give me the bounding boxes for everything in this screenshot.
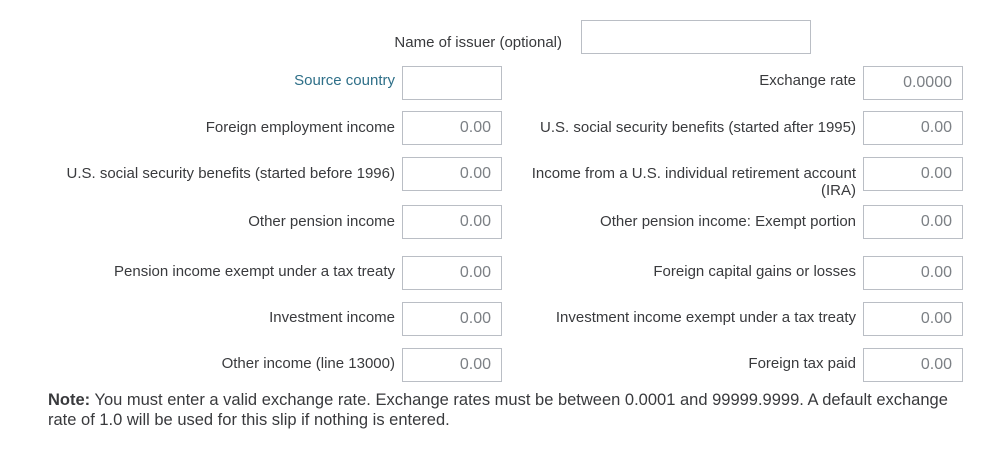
foreign-tax-paid-input[interactable] bbox=[863, 348, 963, 382]
note-prefix: Note: bbox=[48, 391, 91, 409]
other-pension-income-label: Other pension income bbox=[248, 213, 395, 230]
pension-exempt-treaty-label: Pension income exempt under a tax treaty bbox=[114, 263, 395, 280]
us-ira-income-input[interactable] bbox=[863, 157, 963, 191]
us-ss-after-1995-label: U.S. social security benefits (started after 1995) bbox=[540, 119, 856, 136]
us-ira-income-label-line1: Income from a U.S. individual retirement account bbox=[531, 165, 856, 182]
us-ss-before-1996-input[interactable] bbox=[402, 157, 502, 191]
us-ira-income-label bbox=[532, 165, 856, 199]
source-country-link[interactable]: Source country bbox=[294, 72, 395, 89]
foreign-employment-income-label: Foreign employment income bbox=[205, 119, 395, 136]
other-income-label: Other income (line 13000) bbox=[221, 355, 395, 372]
us-ss-before-1996-label: U.S. social security benefits (started before 1996) bbox=[66, 165, 395, 182]
pension-exempt-treaty-input[interactable] bbox=[402, 256, 502, 290]
other-pension-exempt-label: Other pension income: Exempt portion bbox=[600, 213, 856, 230]
source-country-input[interactable] bbox=[402, 66, 502, 100]
exchange-rate-label: Exchange rate bbox=[759, 72, 856, 89]
investment-exempt-treaty-input[interactable] bbox=[863, 302, 963, 336]
foreign-tax-paid-label: Foreign tax paid bbox=[748, 355, 856, 372]
us-ira-income-label-line2: (IRA) bbox=[821, 182, 856, 199]
foreign-capital-gains-input[interactable] bbox=[863, 256, 963, 290]
foreign-employment-income-input[interactable] bbox=[402, 111, 502, 145]
note-text: You must enter a valid exchange rate. Exchange rates must be between 0.0001 and 99999.9999. A default exchange rate of 1.0 will be used for this slip if nothing is entered. bbox=[48, 391, 948, 429]
issuer-label: Name of issuer (optional) bbox=[394, 34, 562, 51]
other-pension-exempt-input[interactable] bbox=[863, 205, 963, 239]
us-ss-after-1995-input[interactable] bbox=[863, 111, 963, 145]
investment-exempt-treaty-label: Investment income exempt under a tax treaty bbox=[555, 309, 856, 326]
foreign-capital-gains-label: Foreign capital gains or losses bbox=[653, 263, 856, 280]
other-income-input[interactable] bbox=[402, 348, 502, 382]
exchange-rate-note bbox=[48, 390, 958, 430]
issuer-input[interactable] bbox=[581, 20, 811, 54]
exchange-rate-input[interactable] bbox=[863, 66, 963, 100]
investment-income-label: Investment income bbox=[269, 309, 395, 326]
other-pension-income-input[interactable] bbox=[402, 205, 502, 239]
investment-income-input[interactable] bbox=[402, 302, 502, 336]
